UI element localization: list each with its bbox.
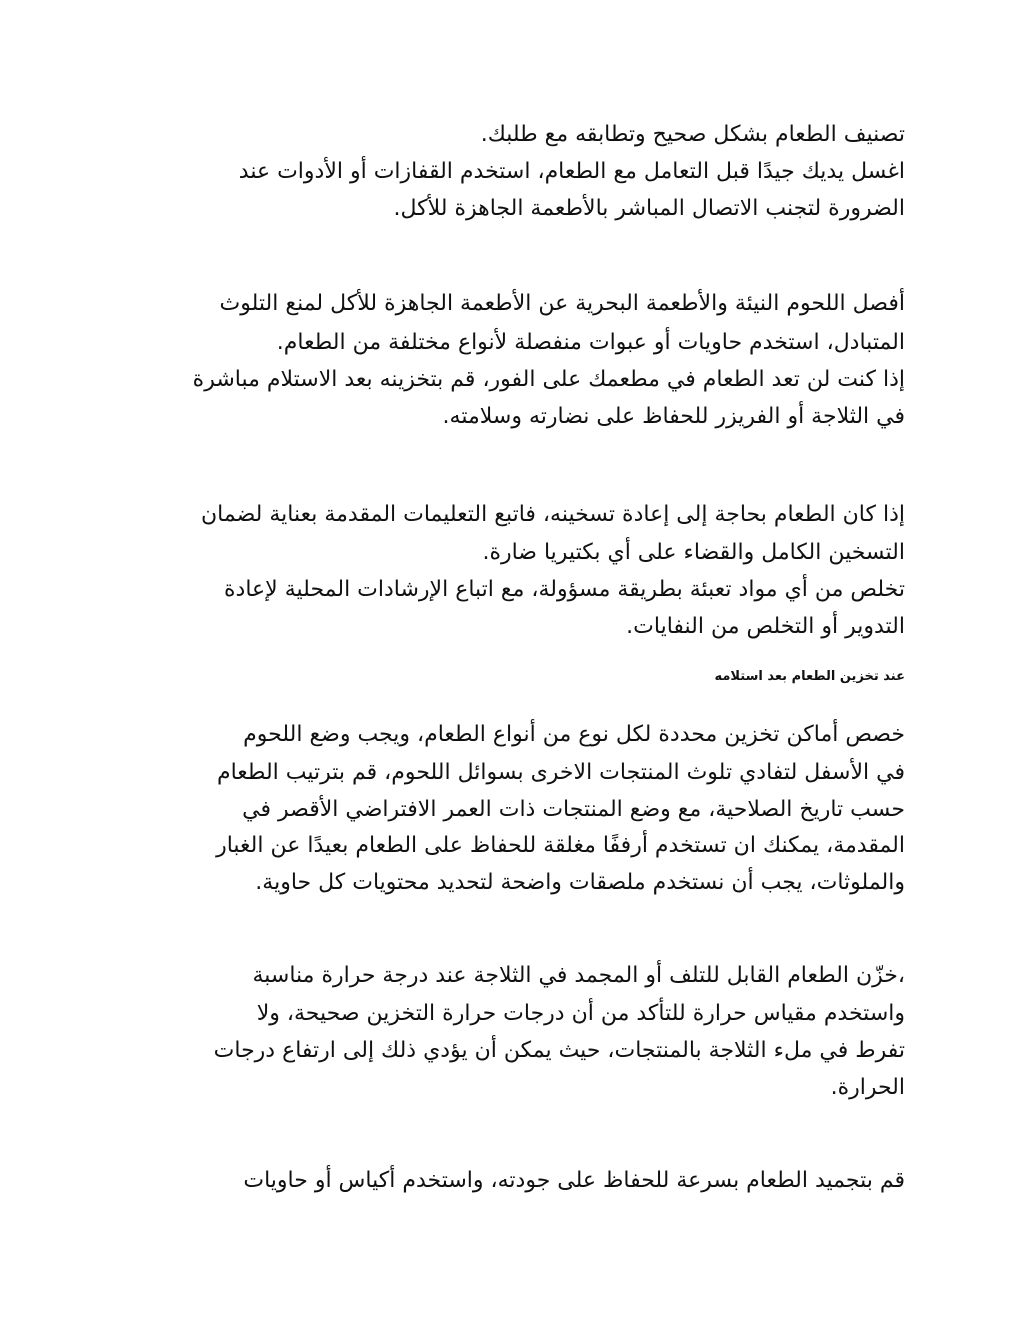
paragraph-line: قم بتجميد الطعام بسرعة للحفاظ على جودته، واستخدم أكياس أو حاويات: [243, 1168, 905, 1193]
paragraph-line: حسب تاريخ الصلاحية، مع وضع المنتجات ذات العمر الافتراضي الأقصر في: [242, 797, 905, 822]
paragraph-line: .والملوثات، يجب أن نستخدم ملصقات واضحة لتحديد محتويات كل حاوية: [255, 870, 905, 895]
paragraph-line: أفصل اللحوم النيئة والأطعمة البحرية عن الأطعمة الجاهزة للأكل لمنع التلوث: [219, 291, 905, 316]
paragraph-line: .تصنيف الطعام بشكل صحيح وتطابقه مع طلبك: [480, 122, 905, 147]
paragraph-line: تخلص من أي مواد تعبئة بطريقة مسؤولة، مع اتباع الإرشادات المحلية لإعادة: [224, 577, 905, 602]
paragraph-line: إذا كنت لن تعد الطعام في مطعمك على الفور، قم بتخزينه بعد الاستلام مباشرة: [192, 367, 905, 392]
paragraph-line: خصص أماكن تخزين محددة لكل نوع من أنواع الطعام، ويجب وضع اللحوم: [243, 722, 905, 747]
paragraph-line: تفرط في ملء الثلاجة بالمنتجات، حيث يمكن أن يؤدي ذلك إلى ارتفاع درجات: [213, 1038, 905, 1063]
paragraph-line: .في الثلاجة أو الفريزر للحفاظ على نضارته وسلامته: [442, 404, 905, 429]
paragraph-line: .التدوير أو التخلص من النفايات: [626, 614, 905, 639]
paragraph-line: إذا كان الطعام بحاجة إلى إعادة تسخينه، فاتبع التعليمات المقدمة بعناية لضمان: [201, 502, 905, 527]
paragraph-line: .الحرارة: [830, 1075, 905, 1100]
paragraph-line: في الأسفل لتفادي تلوث المنتجات الاخرى بسوائل اللحوم، قم بترتيب الطعام: [216, 760, 905, 785]
paragraph-line: .التسخين الكامل والقضاء على أي بكتيريا ضارة: [482, 540, 905, 565]
paragraph-line: خزّن الطعام القابل للتلف أو المجمد في الثلاجة عند درجة حرارة مناسبة،: [252, 963, 905, 988]
section-heading: عند تخزين الطعام بعد استلامه: [714, 669, 905, 684]
paragraph-line: واستخدم مقياس حرارة للتأكد من أن درجات حرارة التخزين صحيحة، ولا: [256, 1001, 905, 1026]
paragraph-line: المقدمة، يمكنك ان تستخدم أرففًا مغلقة للحفاظ على الطعام بعيدًا عن الغبار: [216, 833, 905, 858]
paragraph-line: .المتبادل، استخدم حاويات أو عبوات منفصلة لأنواع مختلفة من الطعام: [276, 330, 905, 355]
paragraph-line: اغسل يديك جيدًا قبل التعامل مع الطعام، استخدم القفازات أو الأدوات عند: [238, 159, 905, 184]
paragraph-line: .الضرورة لتجنب الاتصال المباشر بالأطعمة الجاهزة للأكل: [393, 196, 905, 221]
